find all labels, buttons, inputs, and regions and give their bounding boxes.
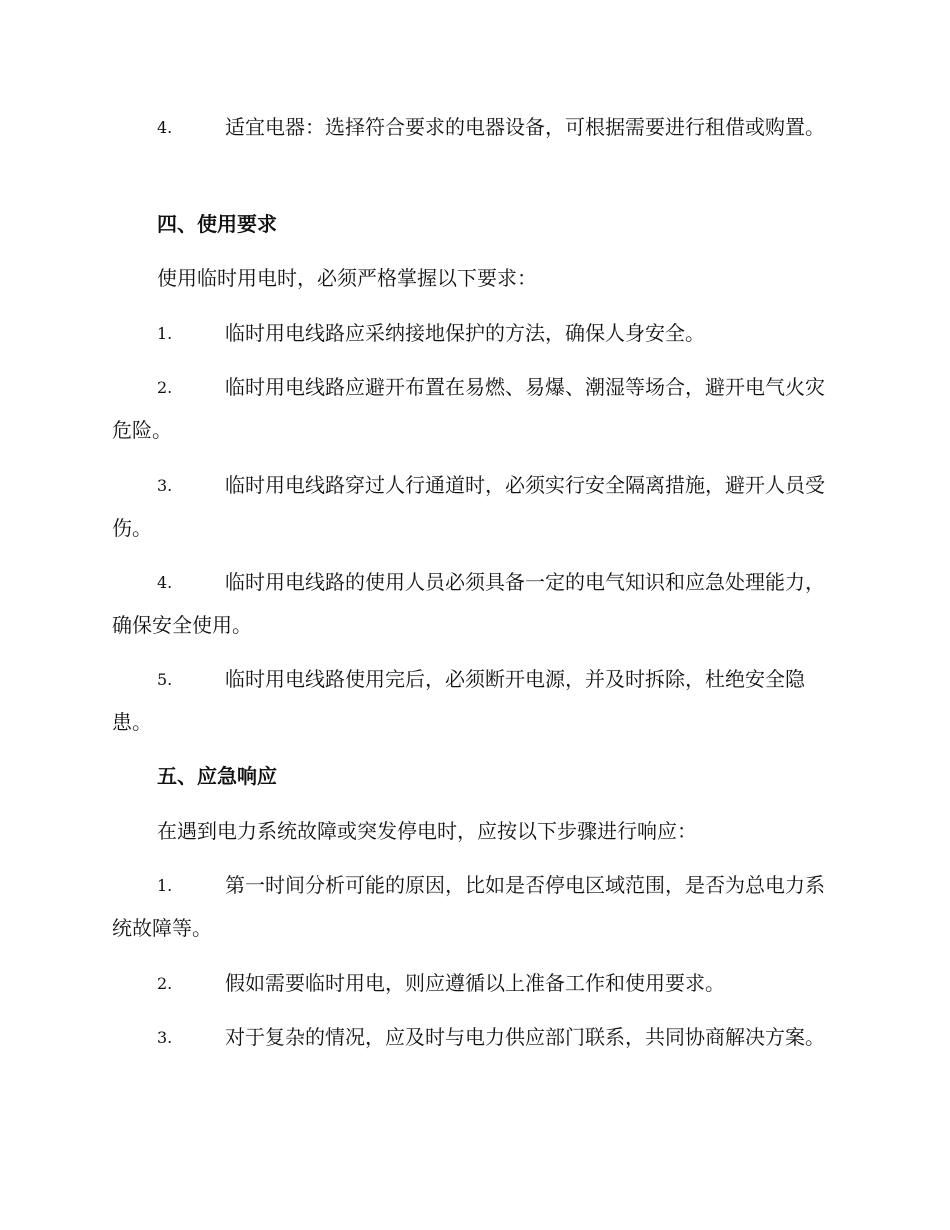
list-item-number: 5.	[157, 670, 173, 689]
list-item	[112, 1016, 832, 1059]
list-item-number: 3.	[157, 476, 173, 495]
list-item-number: 4.	[157, 573, 173, 592]
list-item	[112, 312, 832, 355]
list-item-number: 1.	[157, 324, 173, 343]
section-intro-emergency: 在遇到电力系统故障或突发停电时，应按以下步骤进行响应：	[157, 819, 697, 843]
section-intro-usage: 使用临时用电时，必须严格掌握以下要求：	[157, 266, 537, 290]
list-item	[112, 658, 832, 744]
list-item	[112, 962, 832, 1005]
list-item-text: 临时用电线路使用完后，必须断开电源，并及时拆除，杜绝安全隐患。	[112, 667, 805, 734]
list-item	[112, 106, 832, 149]
list-item-text: 临时用电线路应避开布置在易燃、易爆、潮湿等场合，避开电气火灾危险。	[112, 375, 825, 442]
list-item	[112, 561, 832, 647]
list-item-text: 临时用电线路应采纳接地保护的方法，确保人身安全。	[225, 321, 705, 345]
list-item-text: 对于复杂的情况，应及时与电力供应部门联系，共同协商解决方案。	[225, 1025, 825, 1049]
list-item-text: 第一时间分析可能的原因，比如是否停电区域范围，是否为总电力系统故障等。	[112, 873, 825, 940]
list-item	[112, 464, 832, 550]
section-heading-emergency: 五、应急响应	[157, 764, 277, 788]
list-item-number: 3.	[157, 1028, 173, 1047]
list-item	[112, 366, 832, 452]
list-item-text: 假如需要临时用电，则应遵循以上准备工作和使用要求。	[225, 971, 725, 995]
list-item-text: 临时用电线路穿过人行通道时，必须实行安全隔离措施，避开人员受伤。	[112, 473, 825, 540]
list-item-number: 1.	[157, 876, 173, 895]
list-item-text: 适宜电器：选择符合要求的电器设备，可根据需要进行租借或购置。	[225, 115, 825, 139]
list-item	[112, 864, 832, 950]
section-heading-usage: 四、使用要求	[157, 212, 277, 236]
list-item-number: 2.	[157, 974, 173, 993]
list-item-number: 2.	[157, 378, 173, 397]
list-item-text: 临时用电线路的使用人员必须具备一定的电气知识和应急处理能力，确保安全使用。	[112, 570, 825, 637]
list-item-number: 4.	[157, 118, 173, 137]
